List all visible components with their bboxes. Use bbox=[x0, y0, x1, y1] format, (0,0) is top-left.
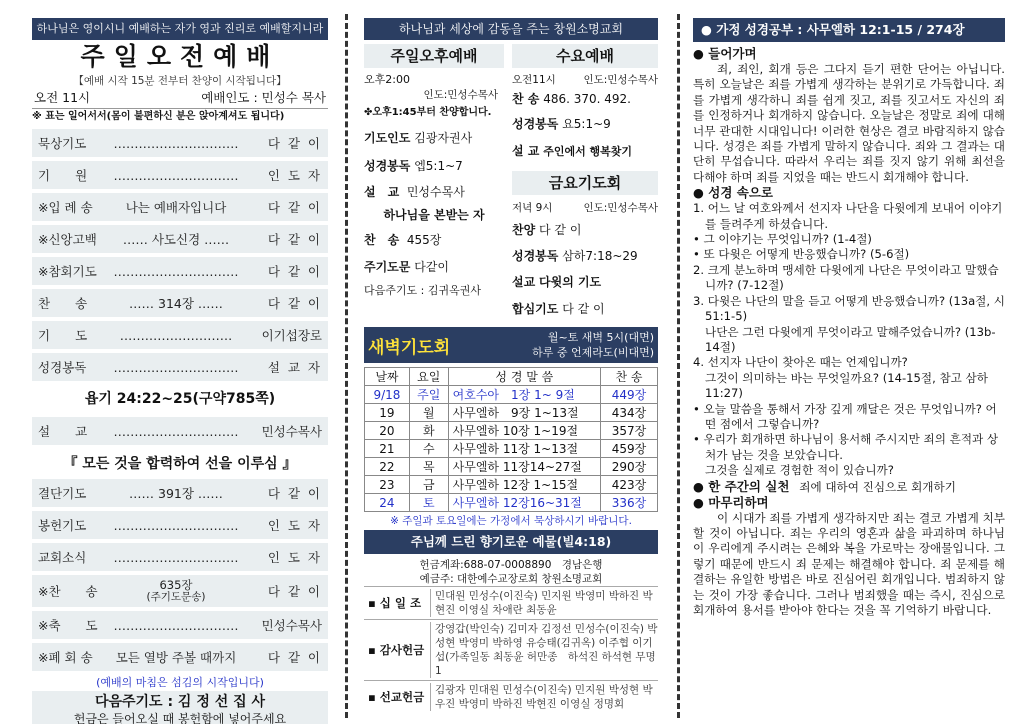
order-label: 결단기도 bbox=[38, 486, 87, 501]
table-cell: 금 bbox=[409, 476, 448, 494]
bible-study-title: ● 가정 성경공부 : 사무엘하 12:1-15 / 274장 bbox=[693, 18, 1005, 42]
standing-note: ※ 표는 일어서서(몸이 불편하신 분은 앉아계셔도 됩니다) bbox=[32, 111, 285, 122]
table-cell: 사무엘하 10장 1~19절 bbox=[448, 422, 600, 440]
order-dots: ………………………… bbox=[113, 167, 239, 183]
lords-prayer-label: 주기도문 bbox=[364, 260, 411, 274]
worship-order-row bbox=[32, 511, 328, 539]
reading-passage: 삼하7:18~29 bbox=[562, 249, 638, 263]
order-label: ※폐 회 송 bbox=[38, 650, 93, 665]
reading-passage: 요5:1~9 bbox=[562, 117, 611, 131]
intro-paragraph: 죄, 죄인, 회개 등은 그다지 듣기 편한 단어는 아닙니다. 특히 오늘날은 죄를 가볍게 생각하는 분위기로 가득합니다. 죄를 가볍게 생각하니 죄를 쉽게 짓고, 죄를 짓고서도 자신의 죄를 인정하거나 회개하지 않습니다. 오늘날은 정말로 죄에 대해 너무 관대한 시대입니다! 이러한 현상은 결코 바람직하지 않습니다. 성경은 죄를 가볍게 말하지 않습니다. 죄와 그 결과는 대단히 무섭습니다. 따라서 우리는 죄를 짓지 않기 위해 최선을 다해야 하며 죄를 지었을 때는 반드시 회개해야 합니다. bbox=[693, 62, 1005, 184]
order-dots: ………………………… bbox=[113, 517, 239, 533]
intro-heading: ● 들어가며 bbox=[693, 46, 757, 61]
table-cell: 월 bbox=[409, 404, 448, 422]
dawn-prayer-note: ※ 주일과 토요일에는 가정에서 묵상하시기 바랍니다. bbox=[390, 515, 632, 527]
worship-order-part3 bbox=[32, 611, 328, 671]
offering-note: 헌금은 들어오실 때 봉헌함에 넣어주세요 bbox=[73, 712, 287, 724]
next-week-prayer: 다음주기도 : 김 정 선 집 사 bbox=[94, 694, 266, 710]
order-label: 설 교 bbox=[38, 424, 88, 439]
bible-study-column bbox=[693, 18, 1005, 716]
order-dots: ………………………… bbox=[113, 423, 239, 439]
order-person: 다 같 이 bbox=[267, 584, 322, 599]
order-person: 다 같 이 bbox=[267, 486, 322, 501]
hymn-label: 찬 송 bbox=[512, 92, 540, 106]
sun-pm-praise-note: ✤오후1:45부터 찬양합니다. bbox=[364, 107, 492, 118]
table-cell: 459장 bbox=[601, 440, 658, 458]
closing-heading: ● 마무리하며 bbox=[693, 494, 769, 510]
order-label: 봉헌기도 bbox=[38, 518, 87, 533]
order-person: 민성수목사 bbox=[261, 424, 322, 439]
order-label: 교회소식 bbox=[38, 550, 87, 565]
worship-order-row bbox=[32, 257, 328, 285]
order-dots: 나는 예배자입니다 bbox=[125, 200, 227, 215]
worship-order-row bbox=[32, 161, 328, 189]
sunday-afternoon-title: 주일오후예배 bbox=[364, 44, 504, 68]
lords-prayer-value: 다같이 bbox=[414, 260, 449, 274]
table-cell: 290장 bbox=[601, 458, 658, 476]
table-cell: 화 bbox=[409, 422, 448, 440]
dawn-prayer-table bbox=[364, 367, 658, 512]
table-cell: 24 bbox=[365, 494, 410, 512]
hymn-numbers: 486. 370. 492. bbox=[543, 92, 631, 106]
table-cell: 사무엘하 12장 1~15절 bbox=[448, 476, 600, 494]
sermon-title: 다윗의 기도 bbox=[539, 275, 602, 289]
table-row bbox=[365, 404, 658, 422]
col2-banner: 하나님과 세상에 감동을 주는 창원소명교회 bbox=[364, 18, 658, 40]
worship-order-row bbox=[32, 543, 328, 571]
order-person: 인 도 자 bbox=[267, 550, 322, 565]
praise-label: 찬양 bbox=[512, 223, 536, 237]
fri-time: 저녁 9시 bbox=[512, 202, 553, 214]
table-header: 날짜 bbox=[365, 368, 410, 386]
question-3b: 나단은 그런 다윗에게 무엇이라고 말해주었습니까? (13b-14절) bbox=[705, 324, 996, 354]
dawn-prayer-header bbox=[364, 327, 658, 363]
table-cell: 사무엘하 11장 1~13절 bbox=[448, 440, 600, 458]
order-person: 다 같 이 bbox=[267, 650, 322, 665]
worship-order-row bbox=[32, 479, 328, 507]
offering-title: 주님께 드린 향기로운 예물(빌4:18) bbox=[364, 530, 658, 554]
table-cell: 434장 bbox=[601, 404, 658, 422]
order-label: 묵상기도 bbox=[38, 136, 87, 151]
prayer-label: 기도인도 bbox=[364, 131, 411, 145]
hymn-number: 455장 bbox=[406, 233, 442, 247]
order-dots: …… 사도신경 …… bbox=[122, 232, 230, 247]
order-label: 기 도 bbox=[38, 328, 88, 343]
practice-heading: ● 한 주간의 실천 bbox=[693, 478, 790, 494]
question-5: • 오늘 말씀을 통해서 가장 깊게 깨달은 것은 무엇입니까? 어떤 점에서 그렇습니까? bbox=[693, 401, 997, 431]
worship-order-row bbox=[32, 321, 328, 349]
scripture-reference: 욥기 24:22~25(구약785쪽) bbox=[84, 391, 276, 407]
morning-service-subtitle: 【예배 시작 15분 전부터 찬양이 시작됩니다】 bbox=[73, 75, 287, 87]
order-person: 인 도 자 bbox=[267, 518, 322, 533]
question-3: 3. 다윗은 나단의 말을 듣고 어떻게 반응했습니까? (13a절, 시 51:1-5) bbox=[693, 293, 1005, 324]
offering-groups bbox=[364, 586, 658, 713]
question-1a: • 그 이야기는 무엇입니까? (1-4절) bbox=[693, 232, 872, 247]
table-cell: 423장 bbox=[601, 476, 658, 494]
order-dots: ………………………… bbox=[113, 359, 239, 375]
wed-time: 오전11시 bbox=[512, 74, 556, 86]
sun-pm-sermon-title: 하나님을 본받는 자 bbox=[383, 208, 485, 222]
order-person: 다 같 이 bbox=[267, 200, 322, 215]
table-header: 요일 bbox=[409, 368, 448, 386]
hymn-number: 635장 bbox=[159, 579, 193, 592]
order-label: 기 원 bbox=[38, 168, 88, 183]
order-dots: ………………………… bbox=[113, 549, 239, 565]
table-cell: 사무엘하 9장 1~13절 bbox=[448, 404, 600, 422]
offering-group-label: ▪ 선교헌금 bbox=[368, 690, 425, 704]
question-1b: • 또 다윗은 어떻게 반응했습니까? (5-6절) bbox=[693, 247, 910, 262]
friday-prayer-title: 금요기도회 bbox=[512, 171, 658, 195]
worship-order-row bbox=[32, 417, 328, 445]
order-dots: ………………………… bbox=[113, 135, 239, 151]
table-cell: 357장 bbox=[601, 422, 658, 440]
order-person: 다 같 이 bbox=[267, 296, 322, 311]
table-header: 찬 송 bbox=[601, 368, 658, 386]
sermon-title: 『 모든 것을 합력하여 선을 이루심 』 bbox=[63, 456, 297, 472]
order-label: ※축 도 bbox=[38, 618, 98, 633]
group-prayer-label: 합심기도 bbox=[512, 302, 559, 316]
order-label: ※참회기도 bbox=[38, 264, 97, 279]
offering-group bbox=[364, 586, 658, 619]
question-4b: 그것이 의미하는 바는 무엇일까요? (14-15절, 참고 삼하 11:27) bbox=[705, 370, 988, 401]
end-note: (예배의 마침은 섬김의 시작입니다) bbox=[96, 676, 264, 689]
reading-passage: 엡5:1~7 bbox=[414, 159, 463, 173]
order-label: ※입 례 송 bbox=[38, 200, 93, 215]
sun-pm-next-prayer: 다음주기도 : 김귀옥권사 bbox=[364, 284, 481, 297]
offering-account: 헌금계좌:688-07-0008890 경남은행 bbox=[419, 559, 603, 571]
order-dots: …… 314장 …… bbox=[129, 296, 223, 311]
order-label: ※신앙고백 bbox=[38, 232, 97, 247]
reading-label: 성경봉독 bbox=[512, 117, 559, 131]
sermon-label: 설교 bbox=[512, 275, 536, 289]
order-dots: …… 391장 …… bbox=[129, 486, 223, 501]
question-1: 1. 어느 날 여호와께서 선지자 나단을 다윗에게 보내어 이야기를 들려주게 하셨습니다. bbox=[693, 201, 1003, 231]
offering-group-names: 민대원 민성수(이진숙) 민지원 박영미 박하진 박현진 이영실 차애란 최동윤 bbox=[430, 589, 658, 617]
worship-order-part2 bbox=[32, 479, 328, 571]
table-cell: 20 bbox=[365, 422, 410, 440]
question-2: 2. 크게 분노하며 맹세한 다윗에게 나단은 무엇이라고 말했습니까? (7-12절) bbox=[693, 262, 999, 293]
table-cell: 23 bbox=[365, 476, 410, 494]
worship-order-row bbox=[32, 575, 328, 607]
worship-order-row bbox=[32, 129, 328, 157]
table-row bbox=[365, 476, 658, 494]
table-row bbox=[365, 422, 658, 440]
worship-order-row bbox=[32, 193, 328, 221]
dawn-prayer-title: 새벽기도회 bbox=[368, 337, 451, 358]
table-row bbox=[365, 458, 658, 476]
prayer-person: 김광자권사 bbox=[414, 131, 473, 145]
table-cell: 22 bbox=[365, 458, 410, 476]
hymn-name: (주기도문송) bbox=[146, 591, 206, 603]
order-person: 다 같 이 bbox=[267, 136, 322, 151]
table-cell: 9/18 bbox=[365, 386, 410, 404]
fri-leader: 인도:민성수목사 bbox=[583, 202, 658, 214]
practice-text: 죄에 대하여 진심으로 회개하기 bbox=[799, 479, 956, 494]
order-dots: 모든 열방 주볼 때까지 bbox=[115, 650, 237, 665]
offering-group-label: ▪ 감사헌금 bbox=[368, 643, 425, 657]
sunday-afternoon-service bbox=[364, 44, 504, 323]
table-cell: 수 bbox=[409, 440, 448, 458]
table-row bbox=[365, 386, 658, 404]
dawn-prayer-online: 하루 중 언제라도(비대면) bbox=[532, 346, 654, 359]
table-cell: 주일 bbox=[409, 386, 448, 404]
sermon-label: 설 교 bbox=[512, 144, 540, 158]
weekly-services-column bbox=[364, 18, 658, 716]
group-prayer-value: 다 같 이 bbox=[562, 302, 605, 316]
sun-pm-time: 오후2:00 bbox=[364, 73, 410, 86]
table-cell: 사무엘하 11장14~27절 bbox=[448, 458, 600, 476]
order-person: 이기섭장로 bbox=[261, 328, 322, 343]
hymn-label: 찬 송 bbox=[364, 233, 400, 247]
order-person: 인 도 자 bbox=[267, 168, 322, 183]
offering-group-label: ▪ 십 일 조 bbox=[368, 596, 422, 610]
worship-order-row bbox=[32, 643, 328, 671]
reading-label: 성경봉독 bbox=[364, 159, 411, 173]
service-leader: 예배인도 : 민성수 목사 bbox=[201, 90, 326, 105]
table-cell: 사무엘하 12장16~31절 bbox=[448, 494, 600, 512]
order-label: 성경봉독 bbox=[38, 360, 87, 375]
morning-service-column bbox=[32, 18, 328, 724]
wed-leader: 인도:민성수목사 bbox=[583, 74, 658, 86]
order-label: ※찬 송 bbox=[38, 584, 98, 599]
question-6b: 그것을 실제로 경험한 적이 있습니까? bbox=[705, 463, 894, 478]
morning-service-title: 주일오전예배 bbox=[80, 42, 280, 71]
order-label: 찬 송 bbox=[38, 296, 88, 311]
order-person: 설 교 자 bbox=[267, 360, 322, 375]
worship-order-row bbox=[32, 225, 328, 253]
offering-group bbox=[364, 680, 658, 713]
offering-group bbox=[364, 619, 658, 680]
table-cell: 토 bbox=[409, 494, 448, 512]
sermon-label: 설 교 bbox=[364, 185, 400, 199]
offering-holder: 예금주: 대한예수교장로회 창원소명교회 bbox=[419, 573, 603, 585]
table-cell: 19 bbox=[365, 404, 410, 422]
wednesday-service-title: 수요예배 bbox=[512, 44, 658, 68]
table-cell: 여호수아 1장 1~ 9절 bbox=[448, 386, 600, 404]
closing-paragraph: 이 시대가 죄를 가볍게 생각하지만 죄는 결코 가볍게 치부할 것이 아닙니다. 죄는 우리의 영혼과 삶을 파괴하며 하나님이 우리에게 주시려는 은혜와 복을 가로막는 장애물입니다. 그렇기 때문에 반드시 죄 문제는 해결해야 합니다. 죄 문제를 해결하는 유일한 방법은 바로 진심어린 회개입니다. 범죄하지 않는 것이 가장 좋습니다. 그러나 범죄했을 때는 즉시, 진심으로 회개하여 용서를 받아야 한다는 것을 꼭 기억하기 바랍니다. bbox=[693, 510, 1005, 617]
sermon-preacher: 민성수목사 bbox=[406, 185, 465, 199]
dawn-prayer-schedule: 월~토 새벽 5시(대면) bbox=[547, 331, 654, 344]
worship-order-row bbox=[32, 353, 328, 381]
table-cell: 21 bbox=[365, 440, 410, 458]
scripture-heading: ● 성경 속으로 bbox=[693, 185, 773, 201]
reading-label: 성경봉독 bbox=[512, 249, 559, 263]
question-6: • 우리가 회개하면 하나님이 용서해 주시지만 죄의 흔적과 상처가 남는 것을 보았습니다. bbox=[693, 432, 999, 462]
offering-group-names: 강영갑(박인숙) 김미자 김정선 민성수(이진숙) 박성현 박영미 박하영 유승태(김귀옥) 이주협 이기섭(가족일동 최동윤 허만종 하석진 하석현 무명1 bbox=[430, 622, 658, 678]
order-person: 민성수목사 bbox=[261, 618, 322, 633]
table-cell: 336장 bbox=[601, 494, 658, 512]
table-cell: 449장 bbox=[601, 386, 658, 404]
order-person: 다 같 이 bbox=[267, 264, 322, 279]
question-4: 4. 선지자 나단이 찾아온 때는 언제입니까? bbox=[693, 355, 908, 370]
worship-order-part1 bbox=[32, 129, 328, 381]
order-person: 다 같 이 bbox=[267, 232, 322, 247]
sermon-title: 주인에서 행복찾기 bbox=[543, 145, 633, 158]
sun-pm-leader: 인도:민성수목사 bbox=[423, 89, 498, 101]
table-row bbox=[365, 494, 658, 512]
worship-order-row bbox=[32, 289, 328, 317]
order-dots: ………………………… bbox=[113, 617, 239, 633]
table-row bbox=[365, 440, 658, 458]
table-cell: 목 bbox=[409, 458, 448, 476]
worship-order-row bbox=[32, 611, 328, 639]
order-dots: ……………………… bbox=[119, 327, 233, 343]
col1-banner: 하나님은 영이시니 예배하는 자가 영과 진리로 예배할지니라 bbox=[32, 18, 328, 40]
offering-group-names: 김광자 민대원 민성수(이진숙) 민지원 박성현 박우진 박영미 박하진 박현진 이영실 정명회 bbox=[430, 683, 658, 711]
order-dots: ………………………… bbox=[113, 263, 239, 279]
table-header: 성 경 말 씀 bbox=[448, 368, 600, 386]
praise-value: 다 같 이 bbox=[539, 223, 582, 237]
service-time: 오전 11시 bbox=[34, 90, 91, 105]
